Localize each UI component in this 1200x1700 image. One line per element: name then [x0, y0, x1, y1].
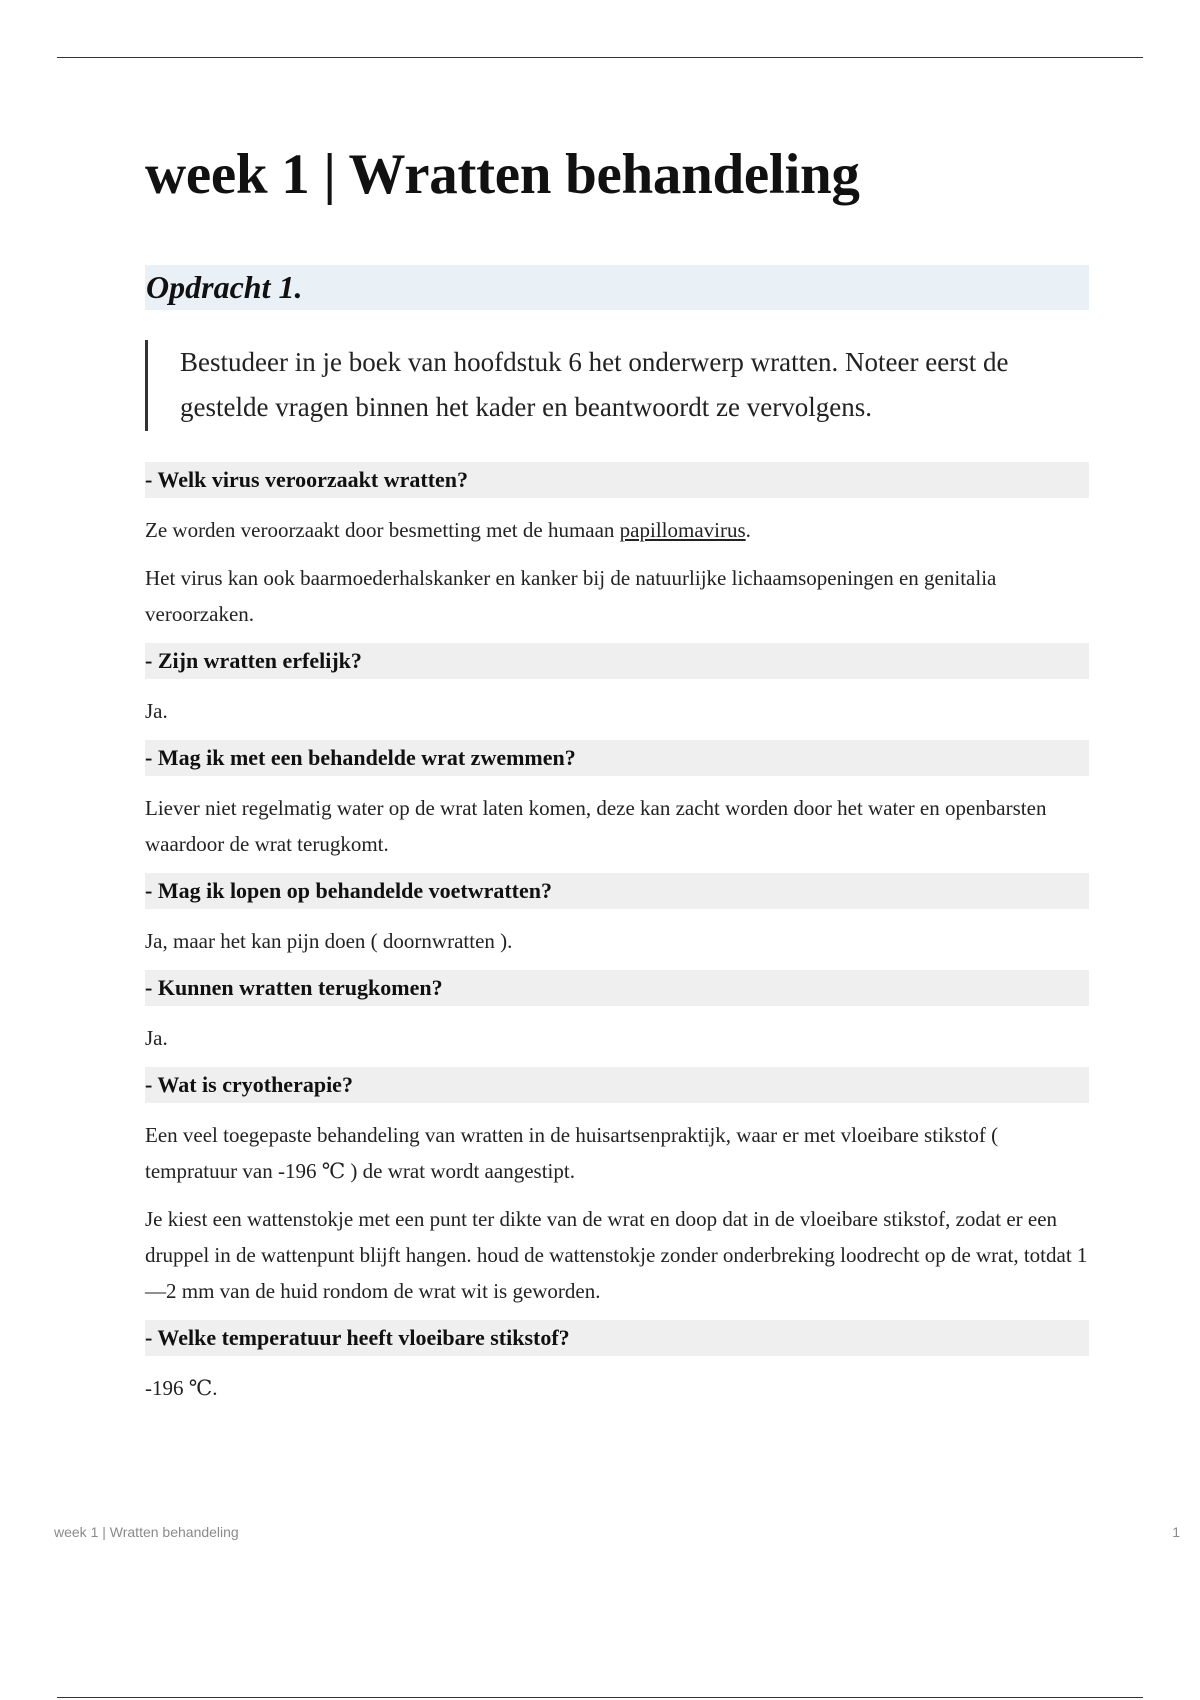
answer-paragraph: Ja.	[145, 699, 168, 723]
page-title: week 1 | Wratten behandeling	[145, 143, 860, 206]
bottom-divider	[57, 1697, 1143, 1698]
page-content	[145, 140, 1089, 1406]
page-number: 1	[1172, 1524, 1180, 1540]
question-heading: - Zijn wratten erfelijk?	[145, 643, 1089, 679]
answer-paragraph: Liever niet regelmatig water op de wrat laten komen, deze kan zacht worden door het water en openbarsten waardoor de wrat terugkomt.	[145, 796, 1047, 856]
answer-paragraph: Ja.	[145, 1026, 168, 1050]
answer-paragraph: Een veel toegepaste behandeling van wratten in de huisartsenpraktijk, waar er met vloeibare stikstof ( tempratuur van -196 ℃ ) de wrat wordt aangestipt.	[145, 1123, 999, 1183]
question-heading: - Welk virus veroorzaakt wratten?	[145, 462, 1089, 498]
answer-text: .	[745, 518, 751, 542]
question-heading: - Wat is cryotherapie?	[145, 1067, 1089, 1103]
answer-paragraph: Je kiest een wattenstokje met een punt ter dikte van de wrat en doop dat in de vloeibare stikstof, zodat er een druppel in de wattenpunt blijft hangen. houd de wattenstokje zonder onderbreking loodrecht op de wrat, totdat 1—2 mm van de huid rondom de wrat wit is geworden.	[145, 1207, 1088, 1303]
question-heading: - Mag ik lopen op behandelde voetwratten?	[145, 873, 1089, 909]
section-heading-label: Opdracht 1.	[146, 269, 303, 305]
top-divider	[57, 57, 1143, 58]
question-heading: - Welke temperatuur heeft vloeibare stikstof?	[145, 1320, 1089, 1356]
footer-title: week 1 | Wratten behandeling	[54, 1524, 239, 1540]
answer-paragraph	[145, 512, 1089, 548]
page-footer	[54, 1524, 1180, 1540]
answer-text: Ze worden veroorzaakt door besmetting met de humaan	[145, 518, 620, 542]
answer-paragraph: Het virus kan ook baarmoederhalskanker en kanker bij de natuurlijke lichaamsopeningen en genitalia veroorzaken.	[145, 566, 997, 626]
section-heading	[145, 265, 1089, 310]
answer-paragraph: Ja, maar het kan pijn doen ( doornwratten ).	[145, 929, 513, 953]
question-heading: - Mag ik met een behandelde wrat zwemmen?	[145, 740, 1089, 776]
question-heading: - Kunnen wratten terugkomen?	[145, 970, 1089, 1006]
assignment-quote: Bestudeer in je boek van hoofdstuk 6 het onderwerp wratten. Noteer eerst de gestelde vragen binnen het kader en beantwoordt ze vervolgens.	[145, 340, 1089, 431]
answer-paragraph: -196 ℃.	[145, 1376, 218, 1400]
papillomavirus-link[interactable]: papillomavirus	[619, 518, 746, 542]
